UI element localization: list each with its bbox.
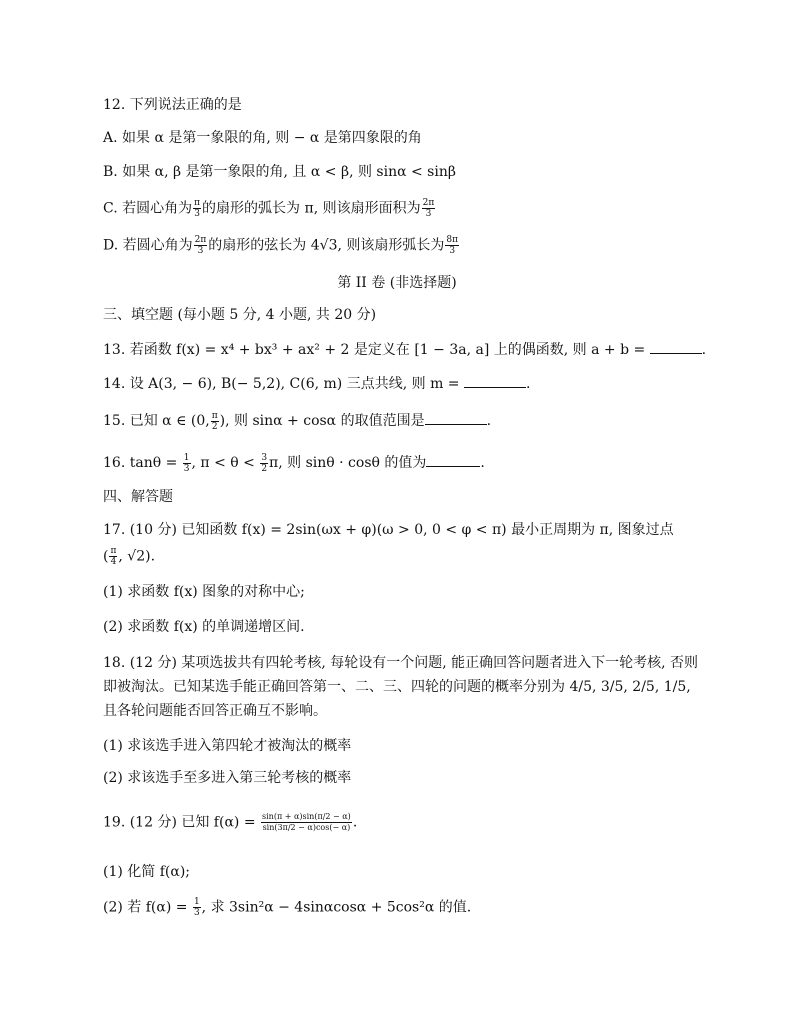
q12-d-middle: 的扇形的弦长为 4√3, 则该扇形弧长为 xyxy=(208,237,445,254)
q14 xyxy=(103,373,530,394)
section3-heading: 三、填空题 (每小题 5 分, 4 小题, 共 20 分) xyxy=(103,307,377,323)
q13-end: . xyxy=(701,342,707,358)
q13-answer-blank[interactable] xyxy=(650,339,702,354)
q12-c-area-fraction: $\frac{2\pi}{3}$ xyxy=(422,198,435,219)
q12-d-arc-fraction: $\frac{8\pi}{3}$ xyxy=(446,235,459,256)
section4-heading: 四、解答题 xyxy=(103,489,173,505)
q18-paragraph: 18. (12 分) 某项选拔共有四轮考核, 每轮设有一个问题, 能正确回答问题者进入下一轮考核, 否则即被淘汰。已知某选手能正确回答第一、二、三、四轮的问题的概率分别为 4/5, 3/5, 2/5, 1/5, 且各轮问题能否回答正确互不影响。 xyxy=(103,655,699,719)
q14-end: . xyxy=(525,376,531,392)
q12-d-prefix: D. 若圆心角为 xyxy=(103,237,193,254)
q16-fraction-1: $\frac{1}{3}$ xyxy=(183,452,190,474)
q12-d-angle-fraction: $\frac{2\pi}{3}$ xyxy=(194,235,207,256)
q17-line1: 17. (10 分) 已知函数 f(x) = 2sin(ωx + φ)(ω > 0, 0 < φ < π) 最小正周期为 π, 图象过点 xyxy=(103,522,674,538)
q15-answer-blank[interactable] xyxy=(425,410,487,425)
q15-prefix: 15. 已知 α ∈ xyxy=(103,413,187,429)
q12-option-a: A. 如果 α 是第一象限的角, 则 − α 是第四象限的角 xyxy=(103,130,422,146)
q15-fraction: $\frac{\pi}{2}$ xyxy=(211,410,218,432)
q16-middle: , π < θ < xyxy=(191,455,255,471)
q12-stem: 12. 下列说法正确的是 xyxy=(103,97,242,113)
q12-c-middle: 的扇形的弧长为 π, 则该扇形面积为 xyxy=(202,200,421,217)
q15-interval-open: (0, xyxy=(190,413,210,429)
q16-end: . xyxy=(480,455,485,471)
q14-text: 14. 设 A(3, − 6), B(− 5,2), C(6, m) 三点共线, 则 m = xyxy=(103,376,460,392)
q19-sub1: (1) 化简 f(α); xyxy=(103,864,191,880)
q12-option-b: B. 如果 α, β 是第一象限的角, 且 α < β, 则 sinα < sinβ xyxy=(103,164,456,180)
q12-option-c xyxy=(103,198,436,219)
q19-fraction: $\frac{\sin(\pi + \alpha)\sin(\pi/2 - \alpha)}{\sin(3\pi/2 - \alpha)\cos(- \alpha)}$ xyxy=(262,812,351,832)
part2-title: 第 II 卷 (非选择题) xyxy=(337,275,457,291)
q15-interval-close: ) xyxy=(219,413,226,429)
q13 xyxy=(103,339,706,360)
q17-sub1: (1) 求函数 f(x) 图象的对称中心; xyxy=(103,584,305,600)
q19-prefix: 19. (12 分) 已知 f(α) = xyxy=(103,814,256,831)
q16-fraction-2: $\frac{3}{2}$ xyxy=(261,452,268,474)
q16-answer-blank[interactable] xyxy=(426,452,480,467)
q16 xyxy=(103,452,485,474)
q16-post: π, 则 sinθ · cosθ 的值为 xyxy=(269,455,427,471)
q17-point-fraction: $\frac{\pi}{4}$ xyxy=(110,546,117,567)
q18-sub2: (2) 求该选手至多进入第三轮考核的概率 xyxy=(103,770,352,786)
q15-end: . xyxy=(486,413,492,429)
q15 xyxy=(103,410,491,432)
q19-definition: 19. (12 分) 已知 f(α) = $\frac{\sin(\pi + \alpha)\sin(\pi/2 - \alpha)}{\sin(3\pi/2 - \alpha)\cos(- \alpha)}$ . xyxy=(103,812,358,832)
q12-option-d xyxy=(103,235,460,256)
q18-sub1: (1) 求该选手进入第四轮才被淘汰的概率 xyxy=(103,738,352,754)
q16-prefix: 16. tanθ = xyxy=(103,455,178,471)
q15-post: , 则 sinα + cosα 的取值范围是 xyxy=(225,413,425,429)
q17-sub2: (2) 求函数 f(x) 的单调递增区间. xyxy=(103,619,305,635)
q13-text: 13. 若函数 f(x) = x⁴ + bx³ + ax² + 2 是定义在 [1 − 3a, a] 上的偶函数, 则 a + b = xyxy=(103,342,646,358)
q19-sub2-fraction: $\frac{1}{3}$ xyxy=(193,897,200,918)
q19-sub2: (2) 若 f(α) = $\frac{1}{3}$ , 求 3sin²α − 4sinαcosα + 5cos²α 的值. xyxy=(103,897,472,918)
q12-c-angle-fraction: $\frac{\pi}{3}$ xyxy=(194,198,201,219)
q17-point: ( $\frac{\pi}{4}$ , √2). xyxy=(103,546,156,567)
q14-answer-blank[interactable] xyxy=(464,373,526,388)
q12-c-prefix: C. 若圆心角为 xyxy=(103,200,193,217)
